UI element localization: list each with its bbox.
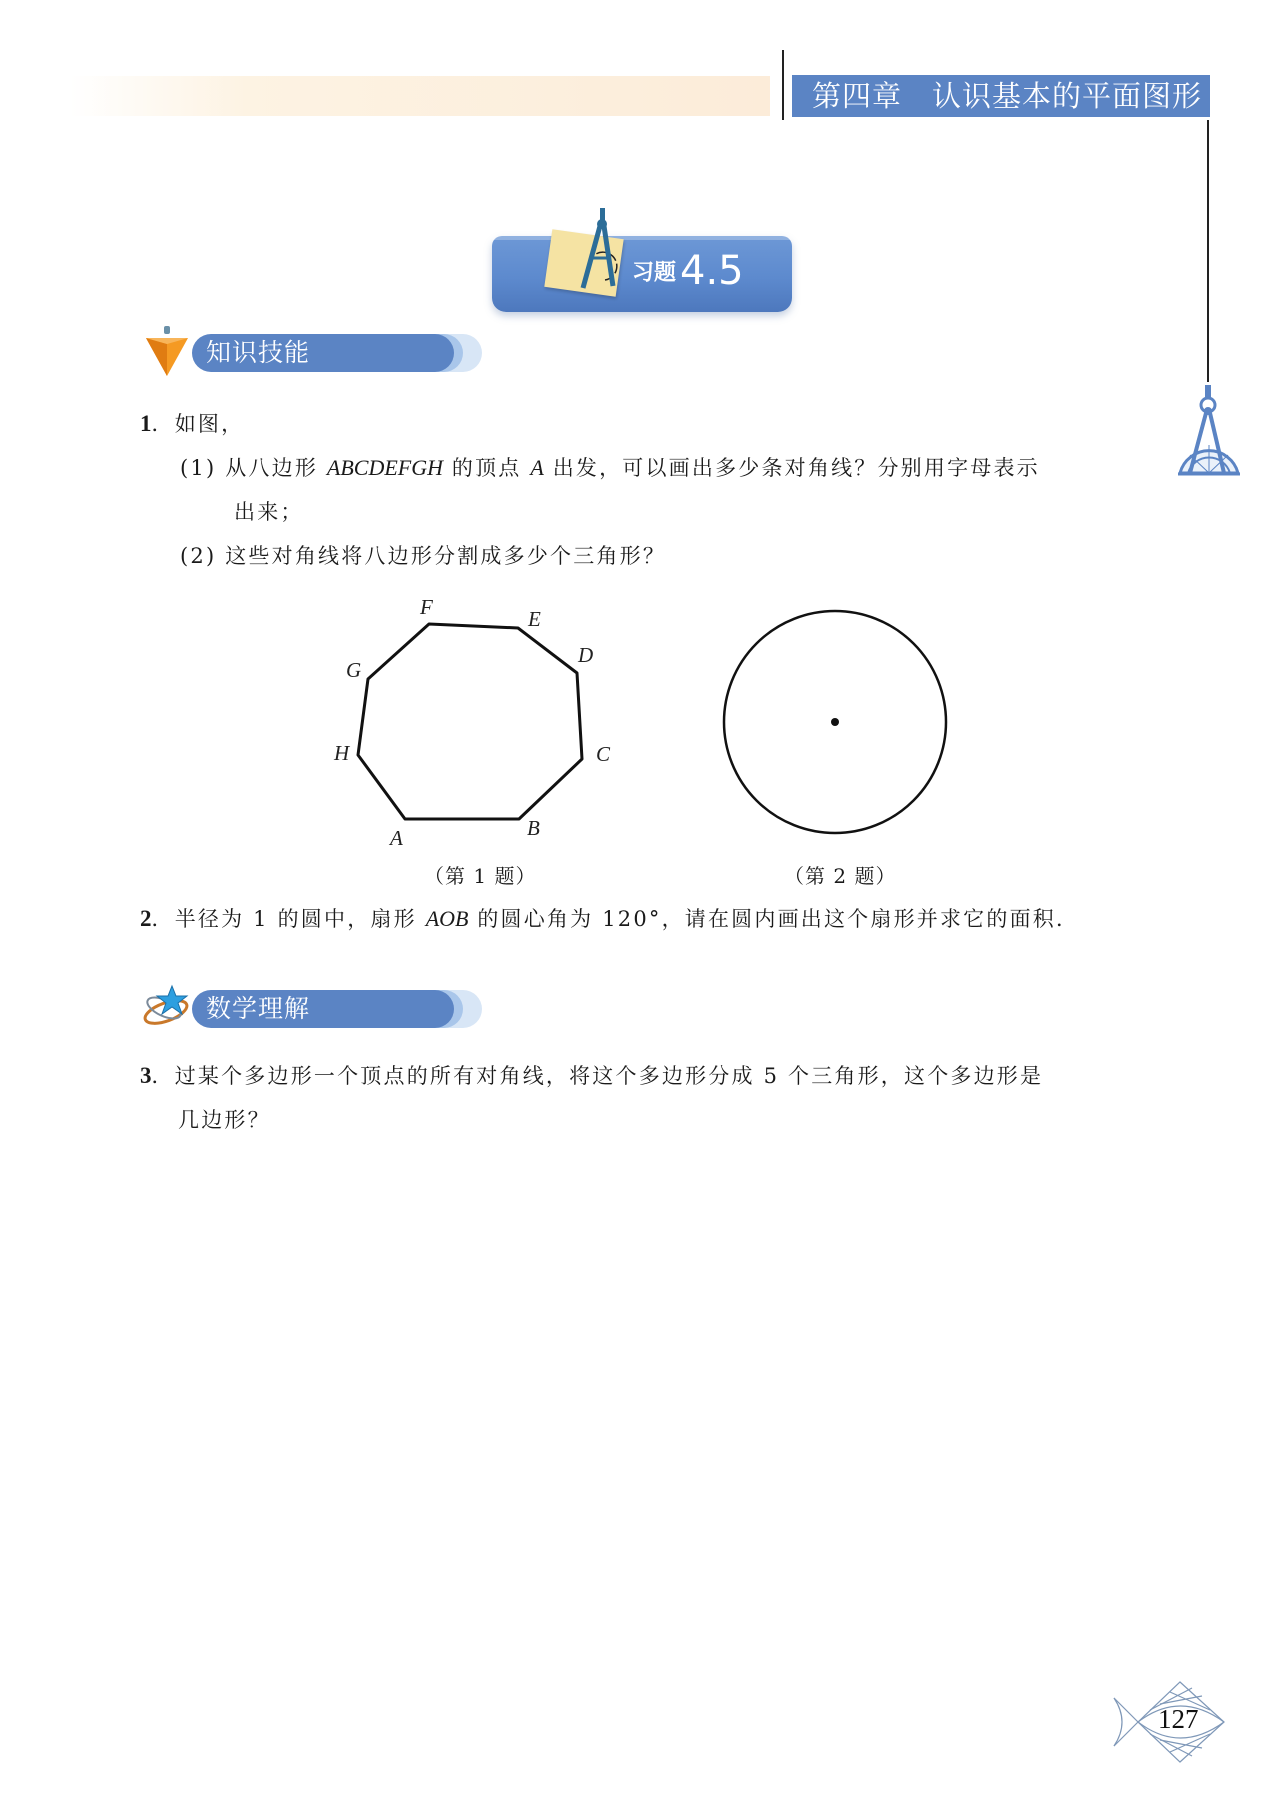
question-1-part-1: (1) 从八边形 ABCDEFGH 的顶点 A 出发，可以画出多少条对角线？分别用字母表示 bbox=[180, 455, 1040, 480]
section-tag-math-understanding bbox=[142, 982, 382, 1032]
chapter-title: 第四章 认识基本的平面图形 bbox=[792, 75, 1210, 117]
vertex-label-F: F bbox=[420, 595, 433, 619]
vertex-label-H: H bbox=[334, 741, 350, 765]
question-3-line-2: 几边形？ bbox=[178, 1108, 271, 1132]
section-label: 知识技能 bbox=[192, 334, 454, 372]
compass-on-note-icon bbox=[575, 206, 625, 298]
vertex-label-G: G bbox=[346, 658, 362, 682]
question-2: 2．半径为 1 的圆中，扇形 AOB 的圆心角为 120°，请在圆内画出这个扇形并求它的面积． bbox=[140, 906, 1080, 931]
circle-center-point bbox=[831, 718, 839, 726]
side-hanging-line bbox=[1207, 120, 1209, 382]
circle-figure bbox=[715, 600, 955, 840]
star-orbit-icon bbox=[142, 982, 194, 1034]
header-divider bbox=[782, 50, 784, 120]
question-1-intro: 1．如图， bbox=[140, 411, 245, 436]
section-tag-knowledge-skills bbox=[142, 326, 382, 376]
vertex-label-A: A bbox=[390, 826, 403, 850]
question-1-part-2: (2) 这些对角线将八边形分割成多少个三角形？ bbox=[180, 544, 667, 568]
exercise-number: 4.5 bbox=[680, 248, 744, 294]
vertex-label-D: D bbox=[578, 643, 594, 667]
vertex-label-C: C bbox=[596, 742, 611, 766]
exercise-title-cn: 习题 bbox=[632, 260, 677, 286]
compass-protractor-icon bbox=[1176, 385, 1242, 477]
vertex-label-B: B bbox=[527, 816, 540, 840]
exercise-title bbox=[632, 248, 744, 294]
question-3-line-1: 3．过某个多边形一个顶点的所有对角线，将这个多边形分成 5 个三角形，这个多边形是 bbox=[140, 1063, 1044, 1088]
figure-2-caption: （第 2 题） bbox=[784, 864, 897, 888]
page-number: 127 bbox=[1158, 1704, 1199, 1734]
question-1-part-1-cont: 出来； bbox=[234, 500, 304, 524]
pendulum-cone-icon bbox=[142, 326, 194, 378]
figure-1-caption: （第 1 题） bbox=[424, 864, 537, 888]
section-label: 数学理解 bbox=[192, 990, 454, 1028]
header-decor-band bbox=[70, 76, 770, 116]
octagon-figure bbox=[320, 590, 640, 850]
vertex-label-E: E bbox=[528, 607, 541, 631]
